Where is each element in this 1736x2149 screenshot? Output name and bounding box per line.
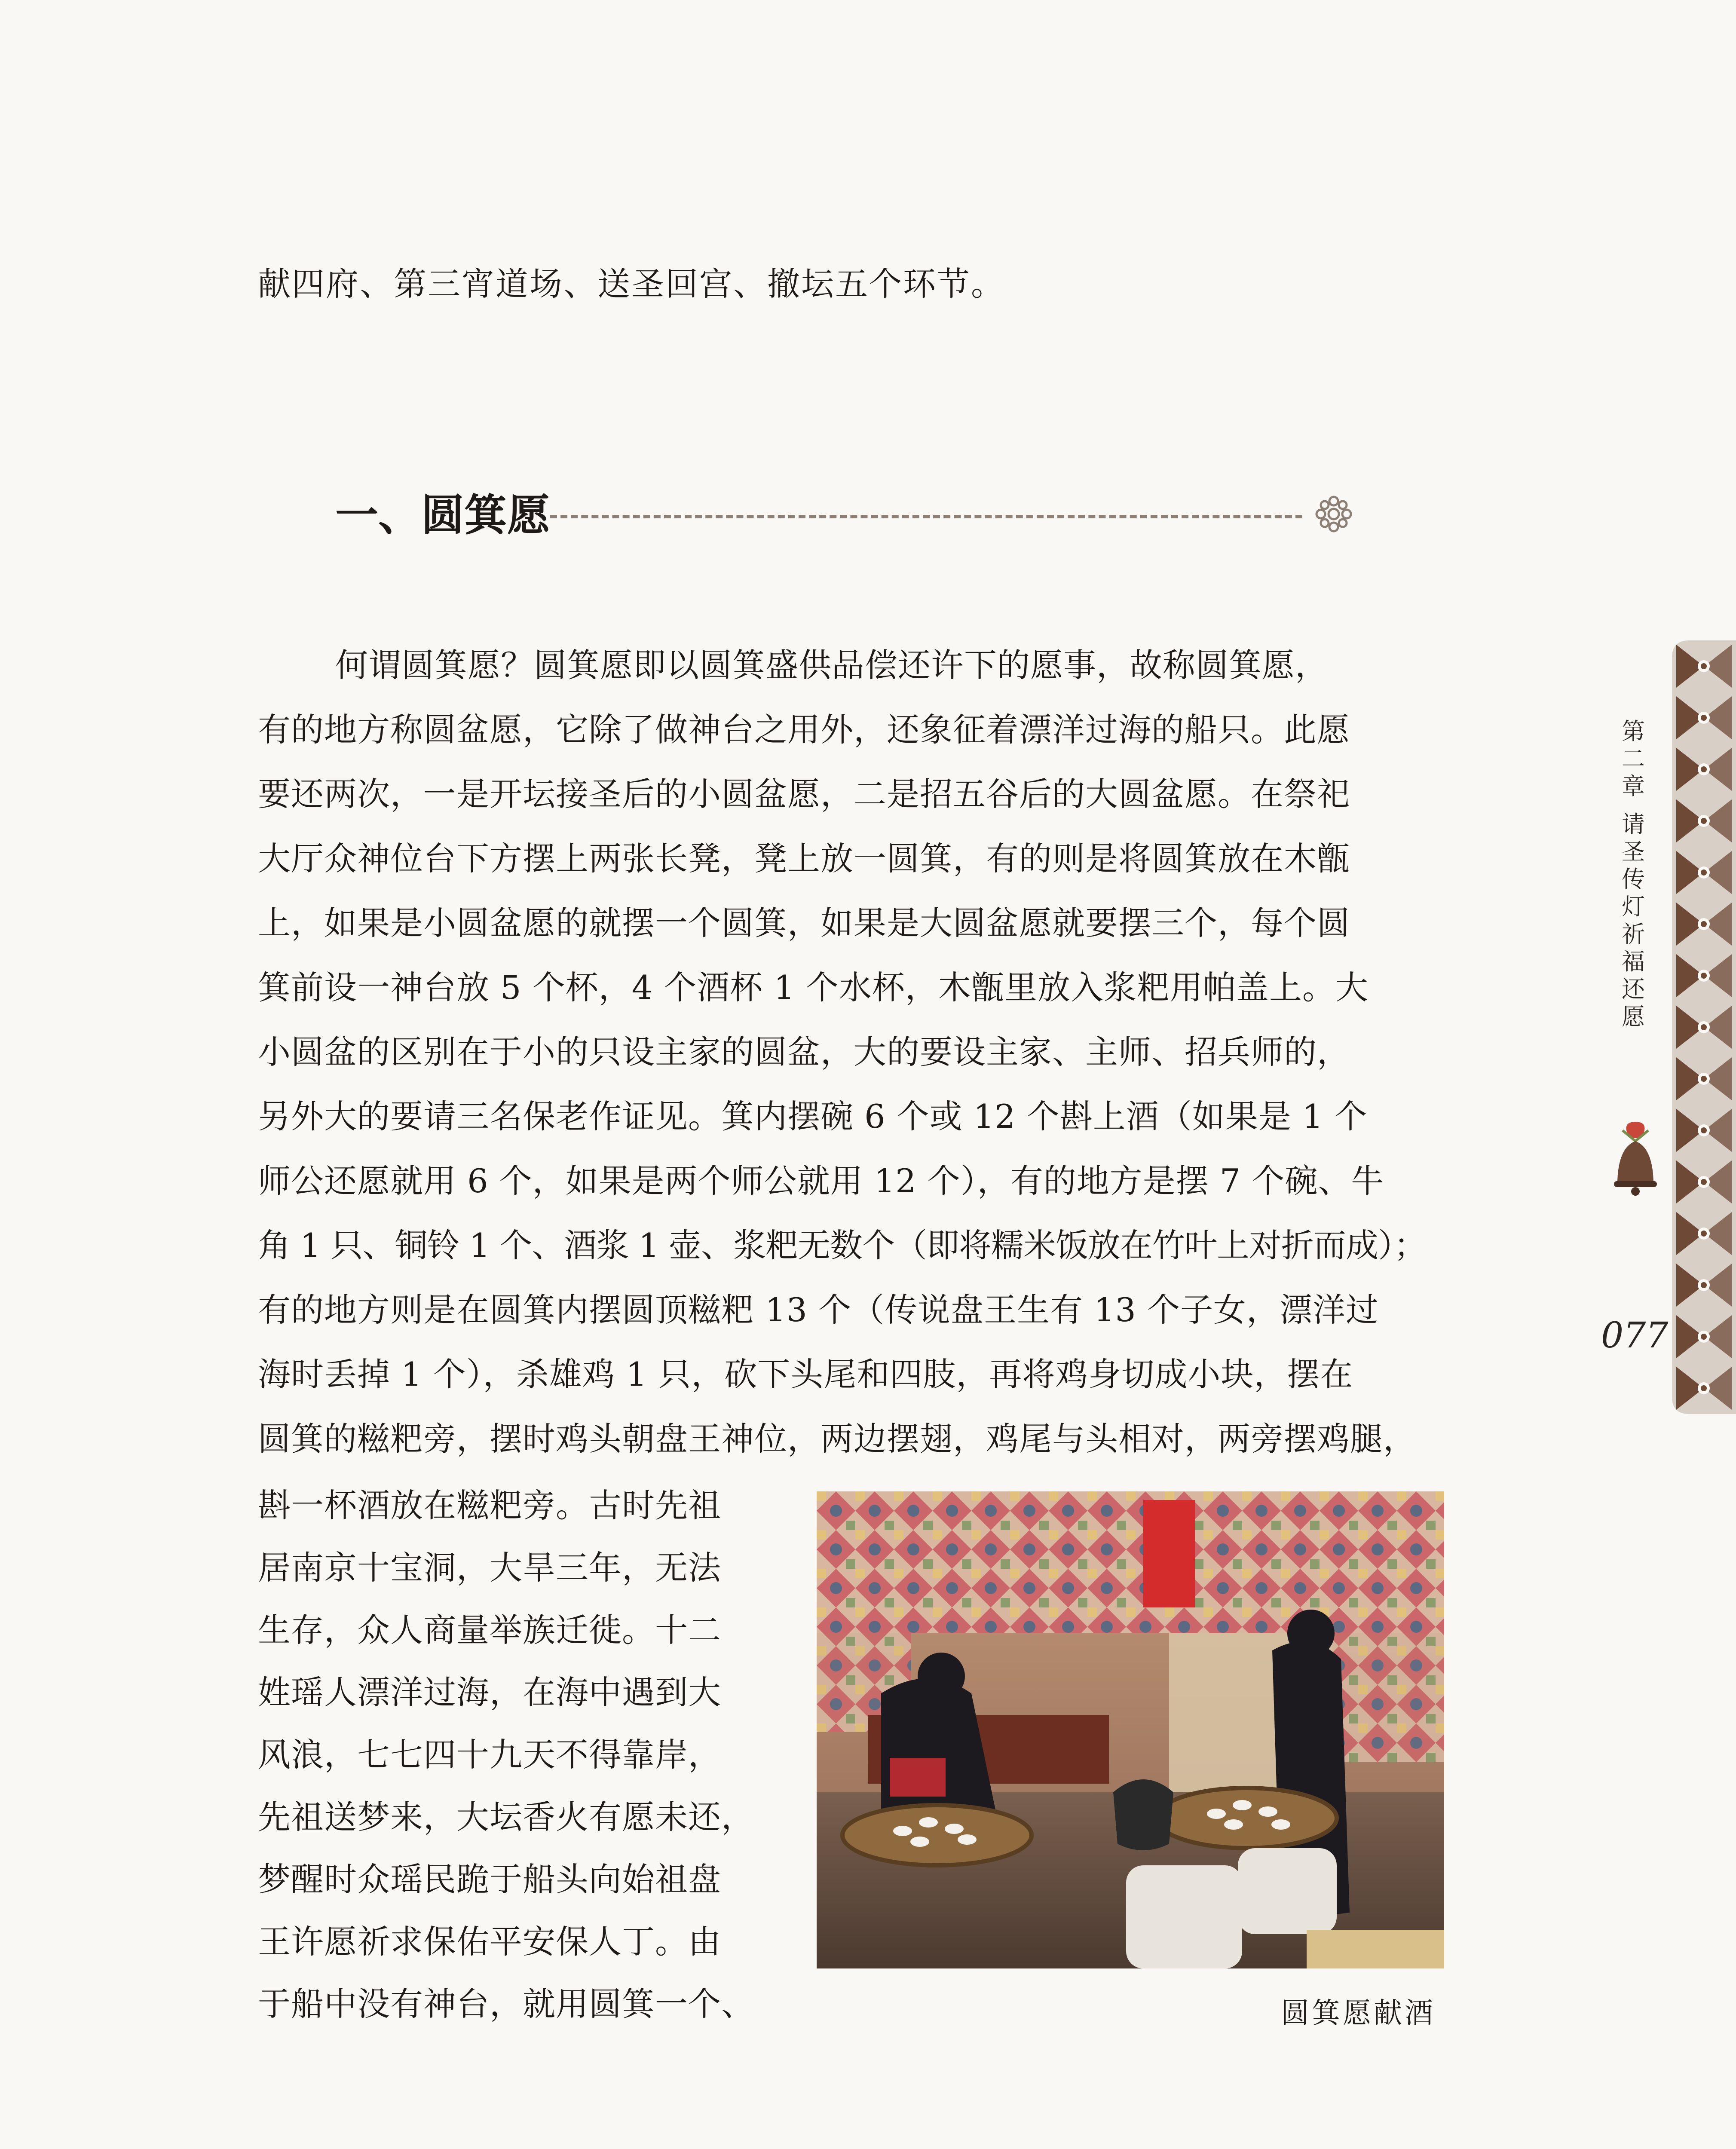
paragraph-line: 要还两次，一是开坛接圣后的小圆盆愿，二是招五谷后的大圆盆愿。在祭祀 (258, 775, 1350, 813)
continuation-text: 献四府、第三宵道场、送圣回宫、撤坛五个环节。 (258, 265, 1005, 303)
paragraph-line: 小圆盆的区别在于小的只设主家的圆盆，大的要设主家、主师、招兵师的， (258, 1033, 1350, 1071)
paragraph-line: 何谓圆箕愿？圆箕愿即以圆箕盛供品偿还许下的愿事，故称圆箕愿， (335, 646, 1328, 684)
paragraph-line: 有的地方称圆盆愿，它除了做神台之用外，还象征着漂洋过海的船只。此愿 (258, 710, 1350, 749)
chapter-label (1616, 718, 1650, 1031)
flower-ornament-icon (1313, 493, 1354, 535)
section-heading (335, 481, 1453, 545)
chapter-char: 祈 (1622, 921, 1645, 948)
chapter-char: 二 (1622, 745, 1645, 772)
chapter-char: 还 (1622, 976, 1645, 1003)
chapter-char: 章 (1622, 773, 1645, 800)
tab-border-pattern (1672, 640, 1736, 1414)
paragraph-line: 海时丢掉 1 个），杀雄鸡 1 只，砍下头尾和四肢，再将鸡身切成小块，摆在 (258, 1355, 1353, 1393)
paragraph-line: 师公还愿就用 6 个，如果是两个师公就用 12 个），有的地方是摆 7 个碗、牛 (258, 1162, 1384, 1200)
chapter-char: 圣 (1622, 838, 1645, 865)
paragraph-line: 于船中没有神台，就用圆箕一个、 (258, 1985, 754, 2023)
page-number: 077 (1601, 1315, 1669, 1356)
chapter-char: 灯 (1622, 893, 1645, 920)
paragraph-line: 风浪，七七四十九天不得靠岸， (258, 1736, 721, 1774)
chapter-char: 愿 (1622, 1003, 1645, 1030)
bell-icon (1605, 1117, 1666, 1199)
paragraph-line: 上，如果是小圆盆愿的就摆一个圆箕，如果是大圆盆愿就要摆三个，每个圆 (258, 904, 1350, 942)
paragraph-line: 另外大的要请三名保老作证见。箕内摆碗 6 个或 12 个斟上酒（如果是 1 个 (258, 1097, 1368, 1136)
paragraph-line: 圆箕的糍粑旁，摆时鸡头朝盘王神位，两边摆翅，鸡尾与头相对，两旁摆鸡腿， (258, 1420, 1416, 1458)
ritual-photo (817, 1491, 1444, 1968)
chapter-char: 传 (1622, 866, 1645, 893)
paragraph-line: 王许愿祈求保佑平安保人丁。由 (258, 1922, 721, 1961)
paragraph-line: 箕前设一神台放 5 个杯，4 个酒杯 1 个水杯，木甑里放入浆粑用帕盖上。大 (258, 968, 1369, 1007)
paragraph-line: 先祖送梦来，大坛香火有愿未还， (258, 1798, 754, 1836)
heading-dashed-rule (550, 515, 1302, 518)
paragraph-line: 生存，众人商量举族迁徙。十二 (258, 1611, 721, 1649)
photo-caption: 圆箕愿献酒 (1281, 1996, 1436, 2030)
paragraph-line: 角 1 只、铜铃 1 个、酒浆 1 壶、浆粑无数个（即将糯米饭放在竹叶上对折而成）； (258, 1226, 1427, 1264)
chapter-side-tab (1672, 640, 1736, 1414)
chapter-char: 请 (1622, 811, 1645, 838)
chapter-char: 福 (1622, 948, 1645, 975)
paragraph-line: 姓瑶人漂洋过海，在海中遇到大 (258, 1673, 721, 1711)
paragraph-line: 居南京十宝洞，大旱三年，无法 (258, 1549, 721, 1587)
chapter-char: 第 (1622, 718, 1645, 745)
paragraph-line: 有的地方则是在圆箕内摆圆顶糍粑 13 个（传说盘王生有 13 个子女，漂洋过 (258, 1291, 1379, 1329)
section-title: 一、圆箕愿 (335, 490, 550, 540)
paragraph-line: 大厅众神位台下方摆上两张长凳，凳上放一圆箕，有的则是将圆箕放在木甑 (258, 839, 1350, 878)
paragraph-line: 斟一杯酒放在糍粑旁。古时先祖 (258, 1486, 721, 1525)
paragraph-line: 梦醒时众瑶民跪于船头向始祖盘 (258, 1860, 721, 1898)
